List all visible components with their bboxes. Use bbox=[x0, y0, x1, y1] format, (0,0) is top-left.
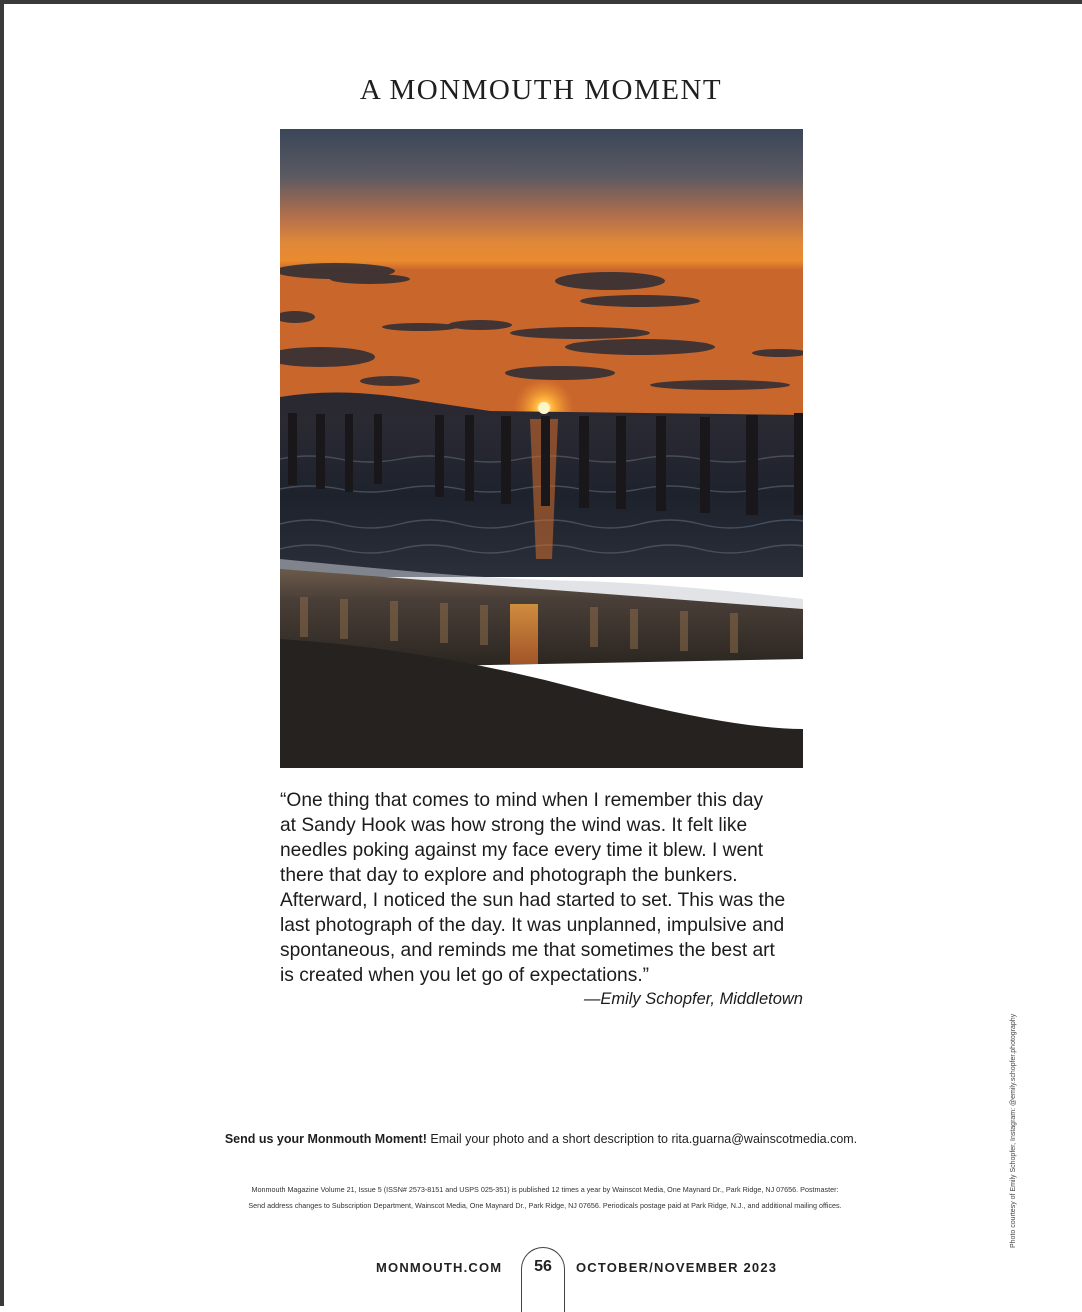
quote-line: last photograph of the day. It was unplanned, impulsive and bbox=[280, 915, 785, 936]
photo-credit: Photo courtesy of Emily Schopfer, Instagram: @emily.schopfer.photography bbox=[1010, 1013, 1017, 1248]
legal-notice bbox=[150, 1182, 940, 1214]
footer-site: MONMOUTH.COM bbox=[376, 1260, 503, 1275]
quote-attribution: —Emily Schopfer, Middletown bbox=[583, 990, 803, 1008]
quote-line: there that day to explore and photograph the bunkers. bbox=[280, 865, 738, 886]
submission-callout bbox=[0, 1132, 1082, 1146]
page-frame-top bbox=[0, 0, 1082, 4]
quote-line: “One thing that comes to mind when I remember this day bbox=[280, 790, 764, 811]
legal-line: Send address changes to Subscription Department, Wainscot Media, One Maynard Dr., Park Ridge, NJ 07656. Periodicals postage paid at Park Ridge, N.J., and additional mailing offices. bbox=[248, 1201, 842, 1210]
page-number-tab bbox=[521, 1247, 565, 1312]
page-frame-left bbox=[0, 0, 4, 1306]
quote-line: at Sandy Hook was how strong the wind was. It felt like bbox=[280, 815, 748, 836]
quote-line: is created when you let go of expectations.” bbox=[280, 965, 650, 986]
quote-line: needles poking against my face every time it blew. I went bbox=[280, 840, 764, 861]
section-title: A MONMOUTH MOMENT bbox=[359, 74, 723, 106]
quote-line: Afterward, I noticed the sun had started to set. This was the bbox=[280, 890, 786, 911]
sunset-photo bbox=[280, 129, 803, 768]
footer-issue: OCTOBER/NOVEMBER 2023 bbox=[576, 1260, 778, 1275]
submission-text: Email your photo and a short description to rita.guarna@wainscotmedia.com. bbox=[426, 1132, 858, 1146]
pull-quote bbox=[280, 788, 810, 988]
legal-line: Monmouth Magazine Volume 21, Issue 5 (ISSN# 2573-8151 and USPS 025-351) is published 12 times a year by Wainscot Media, One Maynard Dr., Park Ridge, NJ 07656. Postmaster: bbox=[251, 1185, 839, 1194]
quote-line: spontaneous, and reminds me that sometimes the best art bbox=[280, 940, 775, 961]
submission-lead: Send us your Monmouth Moment! bbox=[224, 1132, 427, 1146]
page-number: 56 bbox=[534, 1258, 552, 1275]
